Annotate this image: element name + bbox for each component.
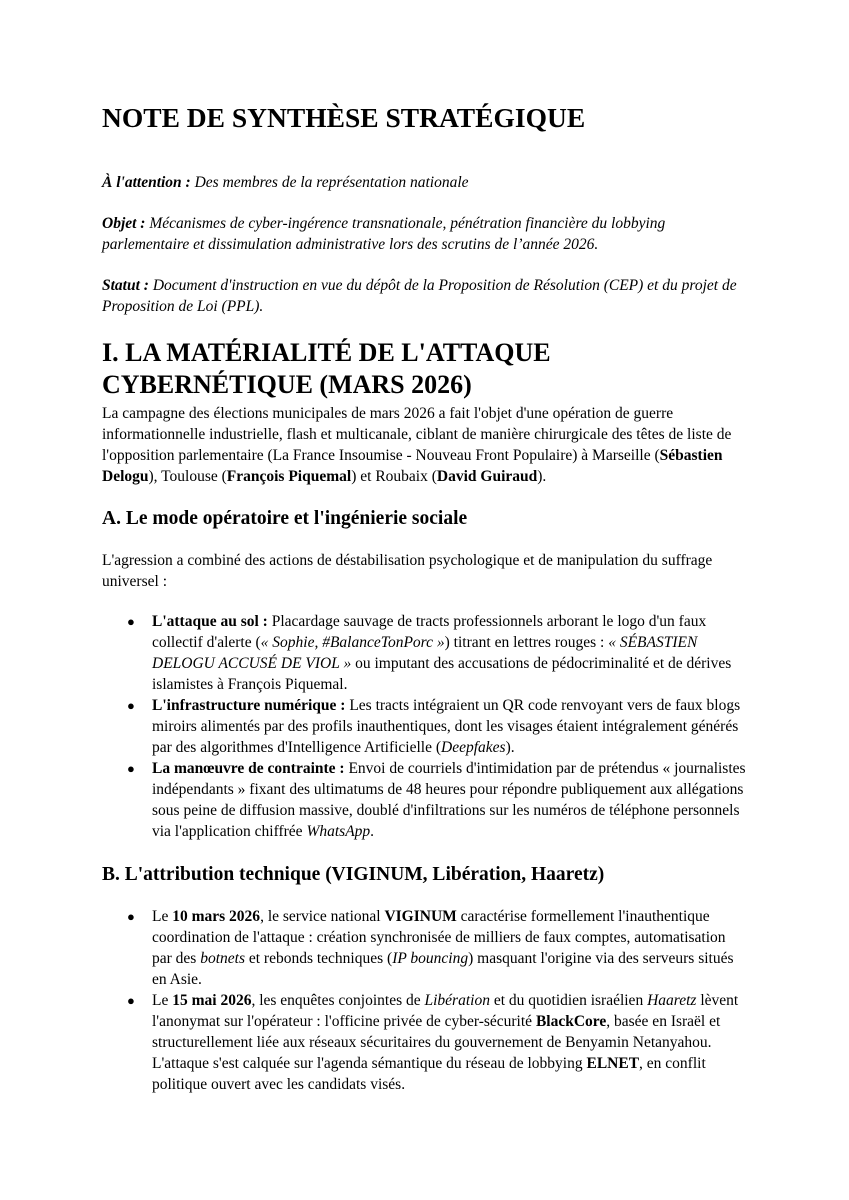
bullet-icon: ●	[127, 993, 135, 1008]
statut-label: Statut :	[102, 277, 149, 294]
document-title: NOTE DE SYNTHÈSE STRATÉGIQUE	[102, 102, 586, 133]
item-text: , le service national	[260, 908, 385, 925]
subsection-a-intro: L'agression a combiné des actions de déstabilisation psychologique et de manipulation du suffrage universel :	[102, 552, 713, 590]
item-text: , basée en Israël et structurellement liée aux réseaux sécuritaires du gouvernement de Benyamin Netanyahou. L'attaque s'est calquée sur l'agenda sémantique du réseau de lobbying	[152, 1013, 721, 1072]
list-item-blackcore	[102, 990, 747, 1095]
item-text: ) masquant l'origine via des serveurs situés en Asie.	[152, 950, 734, 988]
subsection-b-heading: B. L'attribution technique (VIGINUM, Libération, Haaretz)	[102, 864, 605, 885]
item-italic: Deepfakes	[441, 739, 506, 756]
item-label: L'attaque au sol :	[152, 613, 268, 630]
intro-text: La campagne des élections municipales de mars 2026 a fait l'objet d'une opération de guerre informationnelle industrielle, flash et multicanale, ciblant de manière chirurgicale des têtes de liste de l'opposition parlementaire (La France Insoumise - Nouveau Front Populaire) à Marseille (	[102, 405, 732, 464]
item-text: caractérise formellement l'inauthentique coordination de l'attaque : création synchronisée de milliers de faux comptes, automatisation par des	[152, 908, 726, 967]
item-text: , en conflit politique ouvert avec les candidats visés.	[152, 1055, 706, 1093]
bullet-icon: ●	[127, 909, 135, 924]
item-text: ou imputant des accusations de pédocriminalité et de dérives islamistes à François Piquemal.	[152, 655, 732, 693]
bullet-icon: ●	[127, 698, 135, 713]
objet-label: Objet :	[102, 215, 146, 232]
intro-text: ), Toulouse (	[148, 468, 227, 485]
section-1-intro	[102, 403, 747, 487]
meta-statut	[102, 275, 747, 317]
item-italic: « Sophie, #BalanceTonPorc »	[260, 634, 445, 651]
intro-text: ) et Roubaix (	[351, 468, 437, 485]
section-1-heading: I. LA MATÉRIALITÉ DE L'ATTAQUE CYBERNÉTIQUE (MARS 2026)	[102, 338, 551, 399]
item-text: Le	[152, 992, 173, 1009]
item-text: ) titrant en lettres rouges :	[444, 634, 609, 651]
item-italic: WhatsApp	[306, 823, 371, 840]
item-bold: ELNET	[586, 1055, 640, 1072]
item-text: et rebonds techniques (	[244, 950, 393, 967]
list-item-manoeuvre	[102, 758, 747, 842]
intro-name-piquemal: François Piquemal	[226, 468, 352, 485]
bullet-icon: ●	[127, 614, 135, 629]
item-label: L'infrastructure numérique :	[152, 697, 346, 714]
item-text: Les tracts intégraient un QR code renvoyant vers de faux blogs miroirs alimentés par des profils inauthentiques, dont les visages étaient intégralement générés par des algorithmes d'Intelligence Artificielle (	[152, 697, 741, 756]
subsection-a-heading: A. Le mode opératoire et l'ingénierie sociale	[102, 508, 468, 529]
intro-name-delogu: Sébastien Delogu	[102, 447, 723, 485]
item-bold: VIGINUM	[384, 908, 457, 925]
item-label: La manœuvre de contrainte :	[152, 760, 345, 777]
item-italic: Libération	[424, 992, 490, 1009]
item-italic: IP bouncing	[392, 950, 469, 967]
list-item-viginum	[102, 906, 747, 990]
item-italic: Haaretz	[647, 992, 697, 1009]
item-text: Le	[152, 908, 173, 925]
item-date: 15 mai 2026	[172, 992, 252, 1009]
attention-value: Des membres de la représentation nationale	[194, 174, 469, 191]
item-text: Placardage sauvage de tracts professionnels arborant le logo d'un faux collectif d'alerte (	[152, 613, 707, 651]
item-text: ).	[505, 739, 515, 756]
item-text: , les enquêtes conjointes de	[251, 992, 425, 1009]
item-text: et du quotidien israélien	[489, 992, 648, 1009]
subsection-b-list	[102, 906, 747, 1095]
meta-attention	[102, 172, 747, 193]
item-italic: botnets	[200, 950, 245, 967]
item-bold: BlackCore	[535, 1013, 607, 1030]
objet-value: Mécanismes de cyber-ingérence transnationale, pénétration financière du lobbying parlementaire et dissimulation administrative lors des scrutins de l’année 2026.	[102, 215, 666, 253]
meta-objet	[102, 213, 747, 255]
list-item-attaque-au-sol	[102, 611, 747, 695]
intro-name-guiraud: David Guiraud	[436, 468, 538, 485]
statut-value: Document d'instruction en vue du dépôt de la Proposition de Résolution (CEP) et du projet de Proposition de Loi (PPL).	[102, 277, 737, 315]
bullet-icon: ●	[127, 761, 135, 776]
intro-text: ).	[537, 468, 547, 485]
item-text: .	[370, 823, 375, 840]
list-item-infrastructure	[102, 695, 747, 758]
subsection-a-list	[102, 611, 747, 842]
attention-label: À l'attention :	[102, 174, 191, 191]
item-italic: « SÉBASTIEN DELOGU ACCUSÉ DE VIOL »	[152, 634, 698, 672]
item-text: Envoi de courriels d'intimidation par de prétendus « journalistes indépendants » fixant des ultimatums de 48 heures pour répondre publiquement aux allégations sous peine de diffusion massive, doublé d'infiltrations sur les numéros de téléphone personnels via l'application chiffrée	[152, 760, 746, 840]
item-date: 10 mars 2026	[172, 908, 261, 925]
item-text: lèvent l'anonymat sur l'opérateur : l'officine privée de cyber-sécurité	[152, 992, 739, 1030]
